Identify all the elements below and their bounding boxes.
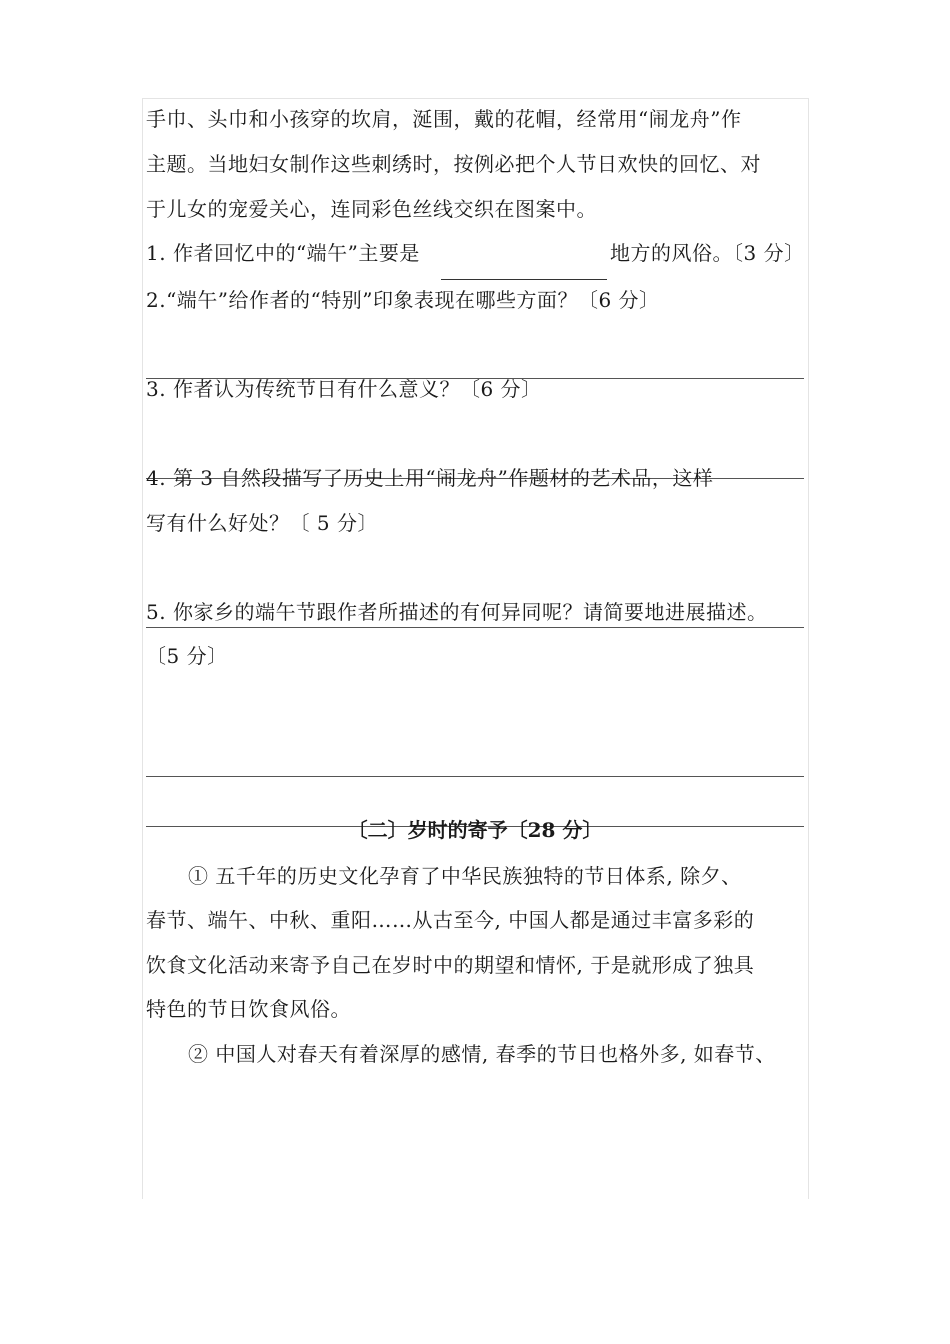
passage-line: 手巾、头巾和小孩穿的坎肩，涎围，戴的花帽，经常用“闹龙舟”作	[146, 107, 742, 131]
question-1-prefix: 1. 作者回忆中的“端午”主要是	[146, 241, 420, 265]
question-4-line-1: 4. 第 3 自然段描写了历史上用“闹龙舟”作题材的艺术品，这样	[146, 466, 714, 490]
section-heading: 〔二〕岁时的寄予〔28 分〕	[347, 818, 603, 842]
answer-line[interactable]	[146, 627, 804, 628]
section-line: ② 中国人对春天有着深厚的感情, 春季的节日也格外多, 如春节、	[188, 1042, 776, 1066]
section-line: ① 五千年的历史文化孕育了中华民族独特的节日体系, 除夕、	[188, 864, 742, 888]
passage-line: 主题。当地妇女制作这些刺绣时，按例必把个人节日欢快的回忆、对	[146, 152, 761, 176]
section-line: 春节、端午、中秋、重阳……从古至今, 中国人都是通过丰富多彩的	[146, 908, 755, 932]
passage-line: 于儿女的宠爱关心，连同彩色丝线交织在图案中。	[146, 197, 597, 221]
question-1-blank[interactable]	[441, 279, 607, 280]
section-line: 饮食文化活动来寄予自己在岁时中的期望和情怀, 于是就形成了独具	[146, 953, 755, 977]
question-5-line-2: 〔5 分〕	[146, 644, 228, 668]
question-4-line-2: 写有什么好处？〔 5 分〕	[146, 511, 378, 535]
answer-line[interactable]	[146, 776, 804, 777]
question-5-line-1: 5. 你家乡的端午节跟作者所描述的有何异同呢？请简要地进展描述。	[146, 600, 768, 624]
question-2: 2.“端午”给作者的“特别”印象表现在哪些方面？〔6 分〕	[146, 288, 660, 312]
question-1-suffix: 地方的风俗。〔3 分〕	[610, 241, 805, 265]
question-3: 3. 作者认为传统节日有什么意义？〔6 分〕	[146, 377, 542, 401]
section-line: 特色的节日饮食风俗。	[146, 997, 351, 1021]
